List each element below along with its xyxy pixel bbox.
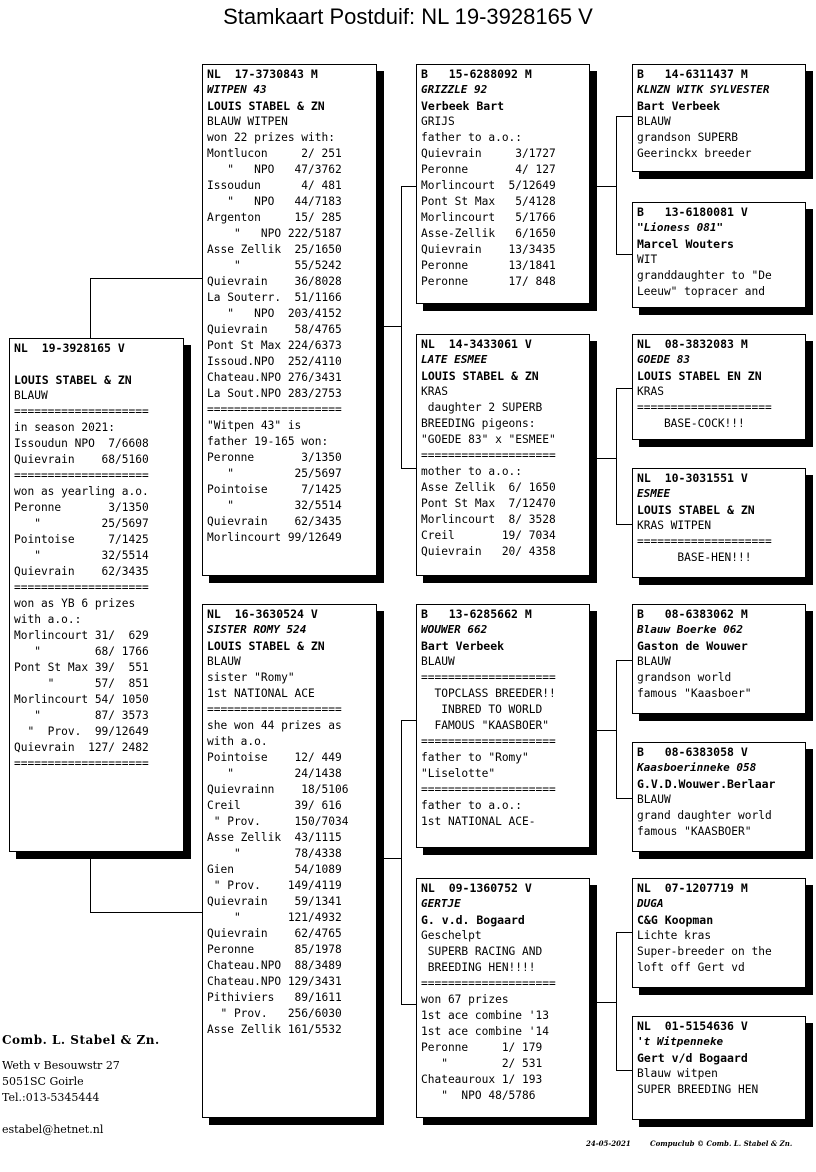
card-line: " 32/5514 <box>207 499 342 512</box>
card-line: Geschelpt <box>421 929 482 942</box>
connector <box>401 1004 417 1005</box>
card-line: WIT <box>637 253 658 266</box>
connector <box>590 730 616 731</box>
ring-number: NL 09-1360752 V <box>421 881 532 895</box>
card-line: Quievrain 13/3435 <box>421 243 556 256</box>
card-line: Peronne 85/1978 <box>207 943 342 956</box>
card-line: Chateau.NPO 129/3431 <box>207 975 342 988</box>
owner-name: LOUIS STABEL & ZN <box>207 99 325 113</box>
pigeon-card-sire <box>202 64 377 576</box>
connector <box>401 720 402 1004</box>
card-line: BLAUW <box>14 389 48 402</box>
card-line: Quievrain 127/ 2482 <box>14 741 149 754</box>
card-line: won 67 prizes <box>421 993 509 1006</box>
card-line: Pont St Max 5/4128 <box>421 195 556 208</box>
card-line: BLAUW <box>207 655 241 668</box>
card-line: Creil 39/ 616 <box>207 799 342 812</box>
connector <box>90 278 203 279</box>
card-line: Quievrain 62/3435 <box>207 515 342 528</box>
card-line: Issoudun 4/ 481 <box>207 179 342 192</box>
card-line: Peronne 3/1350 <box>207 451 342 464</box>
card-line: Quievrain 62/4765 <box>207 927 342 940</box>
card-line: Morlincourt 99/12649 <box>207 531 342 544</box>
pigeon-card-dam-sire-sire <box>632 604 806 714</box>
ring-number: B 08-6383058 V <box>637 745 748 759</box>
card-line: " NPO 44/7183 <box>207 195 342 208</box>
card-line: " Prov. 149/4119 <box>207 879 342 892</box>
connector <box>401 468 417 469</box>
card-line: Morlincourt 31/ 629 <box>14 629 149 642</box>
card-line: ==================== <box>14 405 149 418</box>
card-line: " 121/4932 <box>207 911 342 924</box>
ring-number: NL 19-3928165 V <box>14 341 125 355</box>
card-line: "Witpen 43" is <box>207 419 302 432</box>
owner-name: Marcel Wouters <box>637 237 734 251</box>
owner-name: G.V.D.Wouwer.Berlaar <box>637 777 776 791</box>
card-line: " 57/ 851 <box>14 677 149 690</box>
card-line: loft off Gert vd <box>637 961 745 974</box>
pigeon-name: Kaasboerinneke 058 <box>637 761 757 774</box>
pigeon-name: GRIZZLE 92 <box>421 83 488 96</box>
card-line: " NPO 203/4152 <box>207 307 342 320</box>
card-line: Chateau.NPO 88/3489 <box>207 959 342 972</box>
ring-number: NL 07-1207719 M <box>637 881 748 895</box>
card-line: BREEDING pigeons: <box>421 417 536 430</box>
card-line: won 22 prizes with: <box>207 131 335 144</box>
pigeon-card-sire-dam-sire <box>632 334 806 440</box>
card-line: ==================== <box>637 535 772 548</box>
card-line: Issoudun NPO 7/6608 <box>14 437 149 450</box>
card-line: Pithiviers 89/1611 <box>207 991 342 1004</box>
pigeon-card-dam-sire <box>416 604 590 848</box>
ring-number: NL 14-3433061 V <box>421 337 532 351</box>
pigeon-name: "Lioness 081" <box>637 221 724 234</box>
pigeon-name: GOEDE 83 <box>637 353 690 366</box>
card-line: " 55/5242 <box>207 259 342 272</box>
card-line: " 87/ 3573 <box>14 709 149 722</box>
card-line: ==================== <box>421 449 556 462</box>
card-line: ==================== <box>14 469 149 482</box>
connector <box>401 720 417 721</box>
card-line: " 68/ 1766 <box>14 645 149 658</box>
card-line: granddaughter to "De <box>637 269 772 282</box>
card-line: grandson world <box>637 671 732 684</box>
connector <box>616 798 633 799</box>
owner-city: 5051SC Goirle <box>2 1075 84 1088</box>
card-line: famous "Kaasboer" <box>637 687 752 700</box>
connector <box>90 858 91 912</box>
card-line: "GOEDE 83" x "ESMEE" <box>421 433 556 446</box>
connector <box>616 388 617 524</box>
connector <box>90 278 91 340</box>
footer-date: 24-05-2021 <box>586 1139 631 1148</box>
card-line: ==================== <box>207 403 342 416</box>
card-line: " NPO 222/5187 <box>207 227 342 240</box>
card-line: BREEDING HEN!!!! <box>421 961 536 974</box>
card-line: Asse Zellik 43/1115 <box>207 831 342 844</box>
card-line: " Prov. 256/6030 <box>207 1007 342 1020</box>
card-line: father to a.o.: <box>421 131 523 144</box>
card-line: " NPO 47/3762 <box>207 163 342 176</box>
pigeon-name: SISTER ROMY 524 <box>207 623 307 636</box>
pigeon-card-sire-dam-dam <box>632 468 806 578</box>
connector <box>377 858 401 859</box>
card-line: Asse Zellik 25/1650 <box>207 243 342 256</box>
card-line: Morlincourt 5/1766 <box>421 211 556 224</box>
connector <box>616 116 633 117</box>
connector <box>616 1070 633 1071</box>
owner-name: G. v.d. Bogaard <box>421 913 525 927</box>
connector <box>616 932 633 933</box>
card-line: Quievrain 58/4765 <box>207 323 342 336</box>
connector <box>616 524 633 525</box>
card-line: grand daughter world <box>637 809 772 822</box>
pigeon-card-sire-sire-dam <box>632 202 806 308</box>
card-line: Pointoise 7/1425 <box>207 483 342 496</box>
card-line: 1st NATIONAL ACE- <box>421 815 536 828</box>
card-line: Asse Zellik 6/ 1650 <box>421 481 556 494</box>
card-line: ==================== <box>14 757 149 770</box>
card-line: Chateau.NPO 276/3431 <box>207 371 342 384</box>
card-line: in season 2021: <box>14 421 116 434</box>
card-line: Gien 54/1089 <box>207 863 342 876</box>
owner-name: Gert v/d Bogaard <box>637 1051 748 1065</box>
connector <box>616 116 617 254</box>
card-line: daughter 2 SUPERB <box>421 401 543 414</box>
card-line: " 78/4338 <box>207 847 342 860</box>
card-line: with a.o.: <box>14 613 82 626</box>
pigeon-card-dam-sire-dam <box>632 742 806 852</box>
card-line: Montlucon 2/ 251 <box>207 147 342 160</box>
card-line: INBRED TO WORLD <box>421 703 543 716</box>
card-line: famous "KAASBOER" <box>637 825 752 838</box>
card-line: KRAS WITPEN <box>637 519 712 532</box>
connector <box>401 186 417 187</box>
pigeon-name: WOUWER 662 <box>421 623 488 636</box>
card-line: Quievrain 3/1727 <box>421 147 556 160</box>
owner-name: LOUIS STABEL EN ZN <box>637 369 762 383</box>
card-line: Lichte kras <box>637 929 712 942</box>
card-line: Asse-Zellik 6/1650 <box>421 227 556 240</box>
card-line: father 19-165 won: <box>207 435 329 448</box>
card-line: Quievrain 62/3435 <box>14 565 149 578</box>
card-line: Pont St Max 7/12470 <box>421 497 556 510</box>
card-line: Quievrain 36/8028 <box>207 275 342 288</box>
card-line: Peronne 13/1841 <box>421 259 556 272</box>
card-line: Peronne 1/ 179 <box>421 1041 543 1054</box>
card-line: ==================== <box>421 735 556 748</box>
card-line: Pont St Max 224/6373 <box>207 339 342 352</box>
card-line: " 32/5514 <box>14 549 149 562</box>
owner-name: Comb. L. Stabel & Zn. <box>2 1033 160 1047</box>
card-line: Chateauroux 1/ 193 <box>421 1073 543 1086</box>
card-line: ==================== <box>637 401 772 414</box>
owner-name: Bart Verbeek <box>637 99 721 113</box>
pigeon-name: LATE ESMEE <box>421 353 488 366</box>
ring-number: B 08-6383062 M <box>637 607 748 621</box>
card-line: sister "Romy" <box>207 671 295 684</box>
pigeon-card-sire-sire <box>416 64 590 304</box>
card-line: "Liselotte" <box>421 767 496 780</box>
card-line: " 25/5697 <box>14 517 149 530</box>
card-line: " Prov. 150/7034 <box>207 815 349 828</box>
owner-name: LOUIS STABEL & ZN <box>14 373 132 387</box>
pigeon-card-dam-dam-sire <box>632 878 806 988</box>
card-line: KRAS <box>421 385 448 398</box>
card-line: father to "Romy" <box>421 751 529 764</box>
card-line: ==================== <box>421 783 556 796</box>
card-line: BLAUW <box>637 793 671 806</box>
card-line: GRIJS <box>421 115 455 128</box>
card-line: " 24/1438 <box>207 767 342 780</box>
pigeon-card-dam <box>202 604 377 1118</box>
connector <box>401 186 402 468</box>
card-line: " NPO 48/5786 <box>421 1089 536 1102</box>
pigeon-name: GERTJE <box>421 897 461 910</box>
connector <box>590 458 616 459</box>
owner-info <box>2 1032 160 1138</box>
card-line: Issoud.NPO 252/4110 <box>207 355 342 368</box>
owner-name: Verbeek Bart <box>421 99 505 113</box>
card-line: KRAS <box>637 385 664 398</box>
ring-number: NL 01-5154636 V <box>637 1019 748 1033</box>
page-title: Stamkaart Postduif: NL 19-3928165 V <box>223 4 593 29</box>
card-line: ==================== <box>14 581 149 594</box>
ring-number: B 15-6288092 M <box>421 67 532 81</box>
pigeon-name: ESMEE <box>637 487 671 500</box>
card-line: Pointoise 12/ 449 <box>207 751 342 764</box>
card-line: Peronne 4/ 127 <box>421 163 556 176</box>
card-line: La Sout.NPO 283/2753 <box>207 387 342 400</box>
card-line: SUPERB RACING AND <box>421 945 543 958</box>
card-line: father to a.o.: <box>421 799 523 812</box>
owner-name: LOUIS STABEL & ZN <box>421 369 539 383</box>
owner-email: estabel@hetnet.nl <box>2 1123 104 1136</box>
pigeon-card-sire-dam <box>416 334 590 576</box>
card-line: FAMOUS "KAASBOER" <box>421 719 549 732</box>
card-line: ==================== <box>421 977 556 990</box>
footer-credit: Compuclub © Comb. L. Stabel & Zn. <box>650 1139 793 1148</box>
card-line: won as YB 6 prizes <box>14 597 136 610</box>
pigeon-name: WITPEN 43 <box>207 83 267 96</box>
card-line: BLAUW <box>637 115 671 128</box>
pigeon-card-sire-sire-sire <box>632 64 806 172</box>
owner-name: C&G Koopman <box>637 913 714 927</box>
ring-number: NL 16-3630524 V <box>207 607 318 621</box>
ring-number: NL 17-3730843 M <box>207 67 318 81</box>
card-line: BLAUW WITPEN <box>207 115 288 128</box>
card-line: Peronne 3/1350 <box>14 501 149 514</box>
pigeon-name: DUGA <box>637 897 664 910</box>
ring-number: B 13-6180081 V <box>637 205 748 219</box>
card-line: Pont St Max 39/ 551 <box>14 661 149 674</box>
card-line: " Prov. 99/12649 <box>14 725 149 738</box>
card-line: grandson SUPERB <box>637 131 739 144</box>
owner-name: Gaston de Wouwer <box>637 639 748 653</box>
card-line: " 2/ 531 <box>421 1057 543 1070</box>
card-line: Morlincourt 54/ 1050 <box>14 693 149 706</box>
card-line: La Souterr. 51/1166 <box>207 291 342 304</box>
card-line: Quievrain 68/5160 <box>14 453 149 466</box>
pigeon-name: KLNZN WITK SYLVESTER <box>637 83 770 96</box>
card-line: 1st ace combine '14 <box>421 1025 549 1038</box>
card-line: Quievrainn 18/5106 <box>207 783 349 796</box>
owner-phone: Tel.:013-5345444 <box>2 1091 100 1104</box>
card-line: BLAUW <box>637 655 671 668</box>
card-line: TOPCLASS BREEDER!! <box>421 687 556 700</box>
pigeon-card-main <box>9 338 184 852</box>
card-line: Blauw witpen <box>637 1067 718 1080</box>
pigeon-card-dam-dam <box>416 878 590 1118</box>
card-line: Peronne 17/ 848 <box>421 275 556 288</box>
card-line: Leeuw" topracer and <box>637 285 765 298</box>
card-line: 1st NATIONAL ACE <box>207 687 315 700</box>
card-line: Quievrain 59/1341 <box>207 895 342 908</box>
card-line: BLAUW <box>421 655 455 668</box>
owner-name: LOUIS STABEL & ZN <box>637 503 755 517</box>
card-line: Creil 19/ 7034 <box>421 529 556 542</box>
owner-name: LOUIS STABEL & ZN <box>207 639 325 653</box>
card-line: Asse Zellik 161/5532 <box>207 1023 342 1036</box>
card-line: BASE-COCK!!! <box>637 417 745 430</box>
card-line: Morlincourt 8/ 3528 <box>421 513 556 526</box>
ring-number: NL 10-3031551 V <box>637 471 748 485</box>
pigeon-name: Blauw Boerke 062 <box>637 623 743 636</box>
owner-name: Bart Verbeek <box>421 639 505 653</box>
card-line: Super-breeder on the <box>637 945 772 958</box>
pigeon-name: 't Witpenneke <box>637 1035 724 1048</box>
card-line: Quievrain 20/ 4358 <box>421 545 556 558</box>
connector <box>90 912 203 913</box>
card-line: Geerinckx breeder <box>637 147 752 160</box>
card-line: ==================== <box>421 671 556 684</box>
card-line: " 25/5697 <box>207 467 342 480</box>
connector <box>616 932 617 1070</box>
card-line: with a.o. <box>207 735 268 748</box>
card-line: Pointoise 7/1425 <box>14 533 149 546</box>
owner-address: Weth v Besouwstr 27 <box>2 1059 120 1072</box>
connector <box>616 660 633 661</box>
card-line: mother to a.o.: <box>421 465 523 478</box>
card-line: BASE-HEN!!! <box>637 551 752 564</box>
connector <box>616 254 633 255</box>
card-line: Argenton 15/ 285 <box>207 211 342 224</box>
pigeon-card-dam-dam-dam <box>632 1016 806 1120</box>
connector <box>616 388 633 389</box>
connector <box>590 186 616 187</box>
card-line: won as yearling a.o. <box>14 485 149 498</box>
card-line: SUPER BREEDING HEN <box>637 1083 759 1096</box>
card-line: she won 44 prizes as <box>207 719 342 732</box>
card-line: 1st ace combine '13 <box>421 1009 549 1022</box>
connector <box>590 1002 616 1003</box>
connector <box>616 660 617 798</box>
ring-number: B 13-6285662 M <box>421 607 532 621</box>
ring-number: NL 08-3832083 M <box>637 337 748 351</box>
card-line: ==================== <box>207 703 342 716</box>
card-line: Morlincourt 5/12649 <box>421 179 556 192</box>
connector <box>377 326 401 327</box>
ring-number: B 14-6311437 M <box>637 67 748 81</box>
